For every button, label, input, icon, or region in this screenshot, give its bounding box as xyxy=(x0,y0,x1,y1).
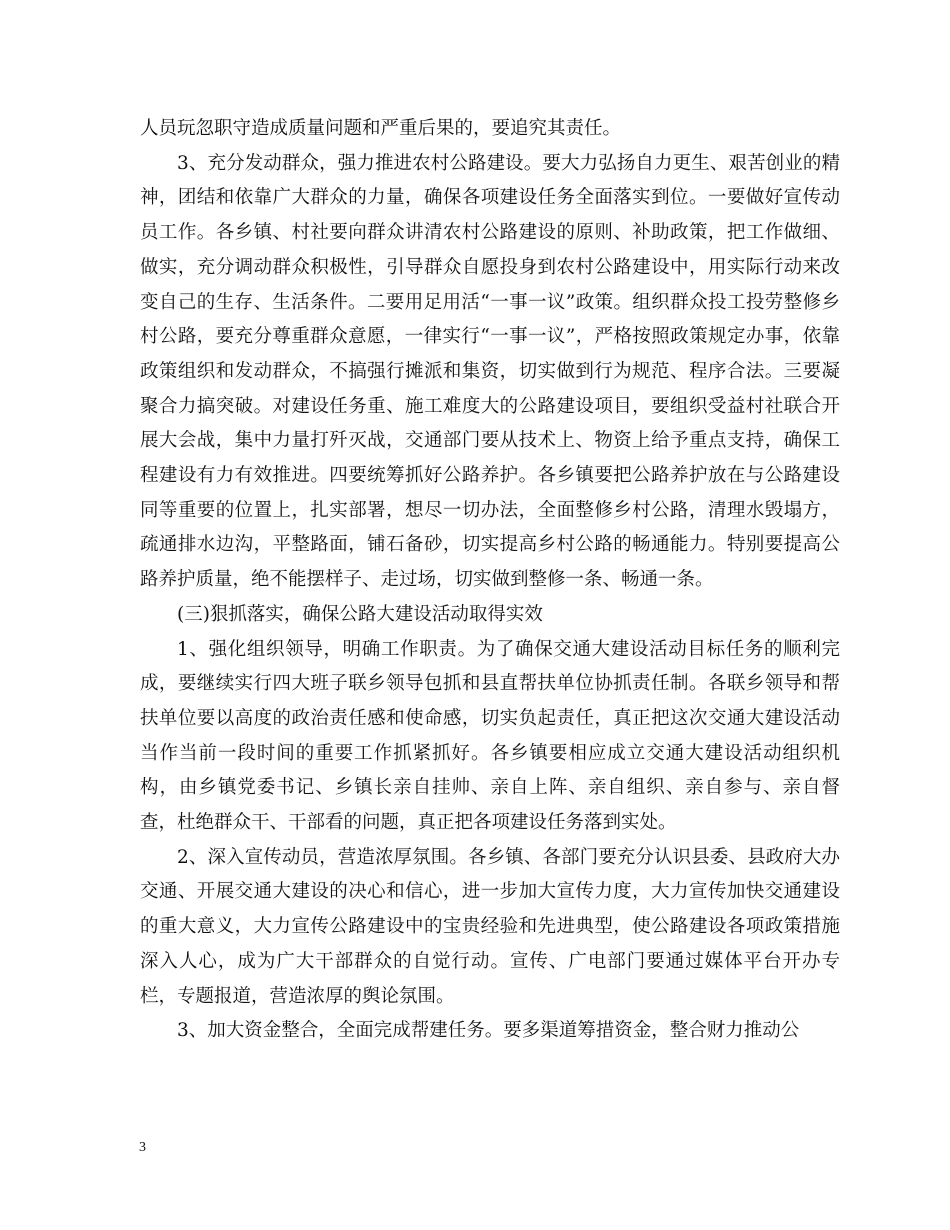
paragraph-organization-leadership: 1、强化组织领导，明确工作职责。为了确保交通大建设活动目标任务的顺利完成，要继续实行四大班子联乡领导包抓和县直帮扶单位协抓责任制。各联乡领导和帮扶单位要以高度的政治责任感和使命感，切实负起责任，真正把这次交通大建设活动当作当前一段时间的重要工作抓紧抓好。各乡镇要相应成立交通大建设活动组织机构，由乡镇党委书记、乡镇长亲自挂帅、亲自上阵、亲自组织、亲自参与、亲自督查，杜绝群众干、干部看的问题，真正把各项建设任务落到实处。 xyxy=(140,638,840,834)
paragraph-continuation: 人员玩忽职守造成质量问题和严重后果的，要追究其责任。 xyxy=(140,118,622,139)
body-text xyxy=(140,112,840,1049)
paragraph-funding: 3、加大资金整合，全面完成帮建任务。要多渠道筹措资金，整合财力推动公 xyxy=(177,1020,800,1042)
section-heading-implementation: (三)狠抓落实，确保公路大建设活动取得实效 xyxy=(177,603,543,625)
paragraph-mobilize-masses: 3、充分发动群众，强力推进农村公路建设。要大力弘扬自力更生、艰苦创业的精神，团结和依靠广大群众的力量，确保各项建设任务全面落实到位。一要做好宣传动员工作。各乡镇、村社要向群众讲清农村公路建设的原则、补助政策，把工作做细、做实，充分调动群众积极性，引导群众自愿投身到农村公路建设中，用实际行动来改变自己的生存、生活条件。二要用足用活“一事一议”政策。组织群众投工投劳整修乡村公路，要充分尊重群众意愿，一律实行“一事一议”，严格按照政策规定办事，依靠政策组织和发动群众，不搞强行摊派和集资，切实做到行为规范、程序合法。三要凝聚合力搞突破。对建设任务重、施工难度大的公路建设项目，要组织受益村社联合开展大会战，集中力量打歼灭战，交通部门要从技术上、物资上给予重点支持，确保工程建设有力有效推进。四要统筹抓好公路养护。各乡镇要把公路养护放在与公路建设同等重要的位置上，扎实部署，想尽一切办法，全面整修乡村公路，清理水毁塌方，疏通排水边沟，平整路面，铺石备砂，切实提高乡村公路的畅通能力。特别要提高公路养护质量，绝不能摆样子、走过场，切实做到整修一条、畅通一条。 xyxy=(140,152,840,591)
page-number: 3 xyxy=(139,1140,146,1155)
paragraph-publicity: 2、深入宣传动员，营造浓厚氛围。各乡镇、各部门要充分认识县委、县政府大办交通、开展交通大建设的决心和信心，进一步加大宣传力度，大力宣传加快交通建设的重大意义，大力宣传公路建设中的宝贵经验和先进典型，使公路建设各项政策措施深入人心，成为广大干部群众的自觉行动。宣传、广电部门要通过媒体平台开办专栏，专题报道，营造浓厚的舆论氛围。 xyxy=(140,846,840,1007)
